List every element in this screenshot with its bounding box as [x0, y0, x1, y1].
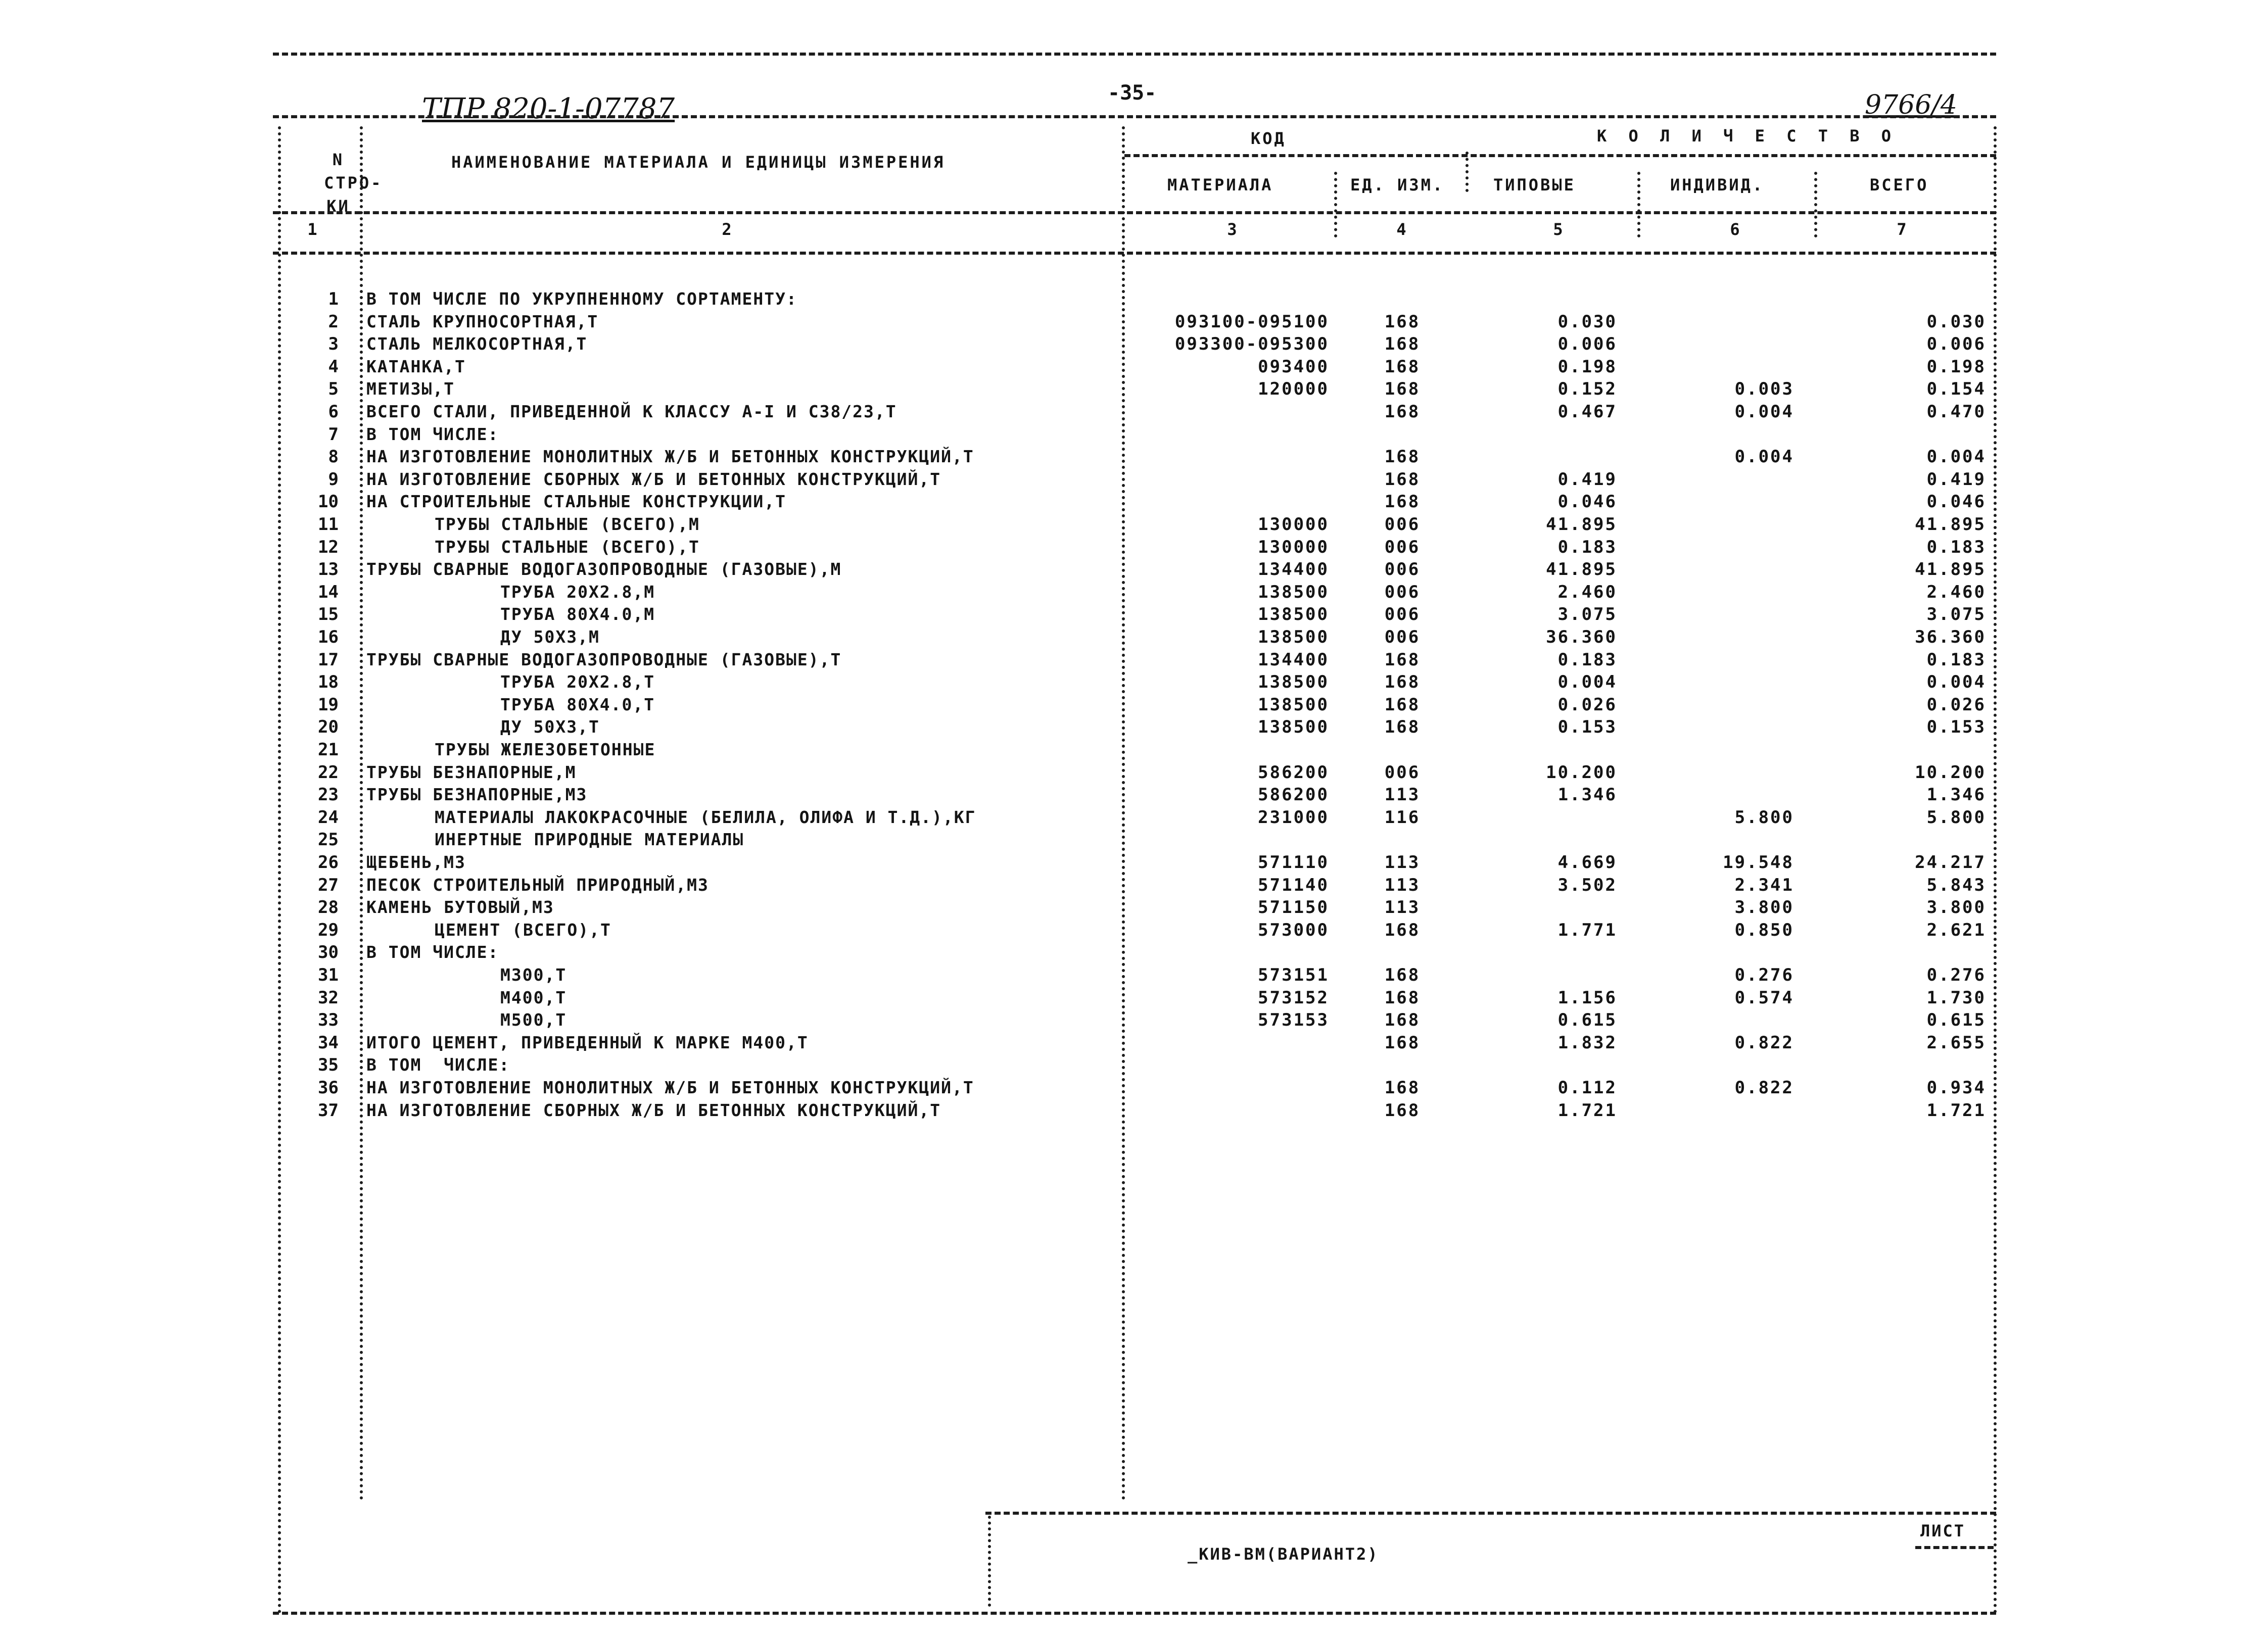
row-typical: 0.046: [1557, 492, 1617, 512]
col-num-3: 3: [1227, 220, 1239, 239]
row-code: 571110: [1258, 852, 1329, 873]
row-unit: 168: [1384, 447, 1421, 467]
row-unit: 168: [1384, 1033, 1421, 1053]
row-name: НА СТРОИТЕЛЬНЫЕ СТАЛЬНЫЕ КОНСТРУКЦИИ,Т: [366, 492, 786, 511]
row-unit: 168: [1384, 920, 1421, 940]
row-typical: 1.721: [1557, 1100, 1617, 1121]
row-name: МЕТИЗЫ,Т: [366, 379, 455, 399]
row-typical: 0.006: [1557, 334, 1617, 354]
divider-unit-typ: [1466, 152, 1469, 192]
row-unit: 006: [1384, 627, 1421, 647]
row-number: 16: [318, 627, 339, 647]
row-unit: 113: [1384, 875, 1421, 895]
row-number: 7: [328, 424, 339, 445]
row-typical: 0.198: [1557, 357, 1617, 377]
header-row-no-line3: КИ: [326, 197, 350, 216]
row-individual: 5.800: [1734, 807, 1794, 828]
row-typical: 0.153: [1557, 717, 1617, 737]
row-individual: 0.822: [1734, 1078, 1794, 1098]
row-code: 093400: [1258, 357, 1329, 377]
row-total: 1.730: [1926, 988, 1986, 1008]
row-unit: 113: [1384, 897, 1421, 918]
row-number: 18: [318, 672, 339, 692]
row-typical: 3.075: [1557, 604, 1617, 624]
row-total: 2.460: [1926, 582, 1986, 602]
header-quantity: К О Л И Ч Е С Т В О: [1597, 126, 1898, 146]
row-name: ТРУБЫ СВАРНЫЕ ВОДОГАЗОПРОВОДНЫЕ (ГАЗОВЫЕ),Т: [366, 650, 842, 669]
row-typical: 3.502: [1557, 875, 1617, 895]
row-total: 1.721: [1926, 1100, 1986, 1121]
row-typical: 2.460: [1557, 582, 1617, 602]
row-typical: 1.346: [1557, 785, 1617, 805]
row-typical: 1.156: [1557, 988, 1617, 1008]
footer-top-border: [985, 1512, 1996, 1515]
row-name: НА ИЗГОТОВЛЕНИЕ СБОРНЫХ Ж/Б И БЕТОННЫХ КОНСТРУКЦИЙ,Т: [366, 1100, 941, 1120]
row-unit: 168: [1384, 492, 1421, 512]
row-individual: 19.548: [1723, 852, 1794, 873]
row-name: М400,Т: [500, 988, 567, 1007]
row-typical: 0.183: [1557, 650, 1617, 670]
row-code: 573151: [1258, 965, 1329, 985]
top-border-line: [273, 53, 1996, 56]
row-name: В ТОМ ЧИСЛЕ:: [366, 942, 499, 962]
row-individual: 0.850: [1734, 920, 1794, 940]
row-individual: 0.004: [1734, 447, 1794, 467]
row-total: 0.004: [1926, 672, 1986, 692]
row-total: 0.153: [1926, 717, 1986, 737]
row-unit: 168: [1384, 312, 1421, 332]
row-unit: 168: [1384, 334, 1421, 354]
row-name: ТРУБЫ СТАЛЬНЫЕ (ВСЕГО),М: [435, 514, 700, 534]
row-number: 8: [328, 447, 339, 467]
row-typical: 0.030: [1557, 312, 1617, 332]
row-name: ТРУБЫ БЕЗНАПОРНЫЕ,М: [366, 762, 577, 782]
row-number: 31: [318, 965, 339, 985]
row-typical: 0.183: [1557, 537, 1617, 557]
row-total: 0.183: [1926, 537, 1986, 557]
row-total: 3.075: [1926, 604, 1986, 624]
row-unit: 006: [1384, 559, 1421, 580]
row-code: 573000: [1258, 920, 1329, 940]
row-number: 10: [318, 492, 339, 512]
row-unit: 168: [1384, 695, 1421, 715]
header-row-no-line2: СТРО-: [324, 173, 383, 192]
row-total: 41.895: [1915, 559, 1986, 580]
row-typical: 4.669: [1557, 852, 1617, 873]
row-name: НА ИЗГОТОВЛЕНИЕ МОНОЛИТНЫХ Ж/Б И БЕТОННЫХ КОНСТРУКЦИЙ,Т: [366, 1078, 974, 1097]
row-number: 3: [328, 334, 339, 354]
row-number: 21: [318, 740, 339, 760]
row-number: 4: [328, 357, 339, 377]
row-number: 26: [318, 852, 339, 873]
row-code: 093300-095300: [1174, 334, 1329, 354]
row-unit: 168: [1384, 1100, 1421, 1121]
row-total: 0.470: [1926, 402, 1986, 422]
divider-num-name: [360, 126, 363, 1501]
row-unit: 006: [1384, 537, 1421, 557]
row-total: 2.655: [1926, 1033, 1986, 1053]
header-individual: ИНДИВИД.: [1670, 175, 1765, 195]
row-code: 573152: [1258, 988, 1329, 1008]
row-code: 120000: [1258, 379, 1329, 399]
row-number: 25: [318, 830, 339, 850]
row-total: 36.360: [1915, 627, 1986, 647]
row-unit: 168: [1384, 988, 1421, 1008]
row-unit: 168: [1384, 672, 1421, 692]
row-name: ТРУБЫ СТАЛЬНЫЕ (ВСЕГО),Т: [435, 537, 700, 557]
row-code: 586200: [1258, 762, 1329, 783]
row-number: 14: [318, 582, 339, 602]
row-total: 0.006: [1926, 334, 1986, 354]
left-border: [278, 126, 281, 1614]
row-typical: 36.360: [1546, 627, 1617, 647]
row-code: 130000: [1258, 537, 1329, 557]
row-typical: 0.004: [1557, 672, 1617, 692]
row-total: 0.276: [1926, 965, 1986, 985]
row-total: 10.200: [1915, 762, 1986, 783]
row-number: 13: [318, 559, 339, 580]
row-total: 2.621: [1926, 920, 1986, 940]
row-number: 20: [318, 717, 339, 737]
row-name: КАТАНКА,Т: [366, 357, 466, 376]
row-code: 134400: [1258, 650, 1329, 670]
row-name: ТРУБА 20Х2.8,Т: [500, 672, 655, 692]
row-number: 17: [318, 650, 339, 670]
row-total: 1.346: [1926, 785, 1986, 805]
row-name: СТАЛЬ МЕЛКОСОРТНАЯ,Т: [366, 334, 588, 354]
divider-code-unit: [1334, 172, 1337, 237]
row-number: 23: [318, 785, 339, 805]
row-number: 36: [318, 1078, 339, 1098]
row-unit: 006: [1384, 582, 1421, 602]
row-name: ЩЕБЕНЬ,М3: [366, 852, 466, 872]
row-name: ТРУБА 80Х4.0,Т: [500, 695, 655, 714]
row-number: 19: [318, 695, 339, 715]
row-total: 24.217: [1915, 852, 1986, 873]
row-total: 0.026: [1926, 695, 1986, 715]
row-code: 138500: [1258, 582, 1329, 602]
row-unit: 168: [1384, 717, 1421, 737]
row-number: 15: [318, 604, 339, 624]
header-unit: ЕД. ИЗМ.: [1350, 175, 1445, 195]
row-number: 29: [318, 920, 339, 940]
row-number: 27: [318, 875, 339, 895]
row-unit: 116: [1384, 807, 1421, 828]
bottom-border: [273, 1612, 1996, 1615]
row-number: 6: [328, 402, 339, 422]
row-unit: 168: [1384, 379, 1421, 399]
row-name: СТАЛЬ КРУПНОСОРТНАЯ,Т: [366, 312, 599, 331]
row-code: 138500: [1258, 672, 1329, 692]
row-name: ИНЕРТНЫЕ ПРИРОДНЫЕ МАТЕРИАЛЫ: [435, 830, 744, 849]
header-code-bottom: МАТЕРИАЛА: [1167, 175, 1273, 195]
row-total: 0.419: [1926, 469, 1986, 490]
header-typical: ТИПОВЫЕ: [1493, 175, 1576, 195]
row-name: М500,Т: [500, 1010, 567, 1030]
divider-ind-total: [1814, 172, 1817, 237]
row-number: 30: [318, 942, 339, 962]
row-code: 134400: [1258, 559, 1329, 580]
row-code: 093100-095100: [1174, 312, 1329, 332]
row-total: 3.800: [1926, 897, 1986, 918]
row-name: ИТОГО ЦЕМЕНТ, ПРИВЕДЕННЫЙ К МАРКЕ М400,Т: [366, 1033, 809, 1052]
row-total: 0.046: [1926, 492, 1986, 512]
row-individual: 0.276: [1734, 965, 1794, 985]
row-individual: 3.800: [1734, 897, 1794, 918]
row-number: 28: [318, 897, 339, 918]
row-name: В ТОМ ЧИСЛЕ:: [366, 424, 499, 444]
header-name: НАИМЕНОВАНИЕ МАТЕРИАЛА И ЕДИНИЦЫ ИЗМЕРЕНИЯ: [451, 153, 946, 172]
col-num-7: 7: [1897, 220, 1909, 239]
divider-typ-ind: [1637, 172, 1640, 237]
row-code: 571140: [1258, 875, 1329, 895]
row-number: 5: [328, 379, 339, 399]
row-code: 130000: [1258, 514, 1329, 535]
row-unit: 006: [1384, 514, 1421, 535]
row-unit: 168: [1384, 357, 1421, 377]
row-number: 1: [328, 289, 339, 309]
row-individual: 0.004: [1734, 402, 1794, 422]
row-total: 41.895: [1915, 514, 1986, 535]
row-number: 9: [328, 469, 339, 490]
row-name: ТРУБЫ ЖЕЛЕЗОБЕТОННЫЕ: [435, 740, 656, 759]
header-code-top: КОД: [1251, 129, 1286, 148]
row-unit: 006: [1384, 762, 1421, 783]
sheet-reference: 9766/4: [1865, 90, 1957, 120]
col-num-6: 6: [1730, 220, 1742, 239]
row-total: 0.934: [1926, 1078, 1986, 1098]
row-unit: 113: [1384, 785, 1421, 805]
row-typical: 0.419: [1557, 469, 1617, 490]
header-subdivider: [1124, 154, 1996, 157]
row-name: ДУ 50Х3,М: [500, 627, 600, 647]
row-name: ТРУБА 20Х2.8,М: [500, 582, 655, 602]
row-unit: 113: [1384, 852, 1421, 873]
row-total: 5.843: [1926, 875, 1986, 895]
row-name: МАТЕРИАЛЫ ЛАКОКРАСОЧНЫЕ (БЕЛИЛА, ОЛИФА И Т.Д.),КГ: [435, 807, 976, 827]
row-individual: 2.341: [1734, 875, 1794, 895]
row-code: 571150: [1258, 897, 1329, 918]
row-code: 138500: [1258, 695, 1329, 715]
row-typical: 0.467: [1557, 402, 1617, 422]
col-num-4: 4: [1396, 220, 1408, 239]
row-number: 2: [328, 312, 339, 332]
row-unit: 168: [1384, 965, 1421, 985]
row-name: ДУ 50Х3,Т: [500, 717, 600, 737]
row-total: 0.183: [1926, 650, 1986, 670]
row-name: ТРУБЫ СВАРНЫЕ ВОДОГАЗОПРОВОДНЫЕ (ГАЗОВЫЕ),М: [366, 559, 842, 579]
row-code: 586200: [1258, 785, 1329, 805]
row-number: 11: [318, 514, 339, 535]
row-number: 22: [318, 762, 339, 783]
row-name: КАМЕНЬ БУТОВЫЙ,М3: [366, 897, 554, 917]
row-unit: 168: [1384, 1078, 1421, 1098]
row-individual: 0.574: [1734, 988, 1794, 1008]
row-typical: 1.832: [1557, 1033, 1617, 1053]
row-number: 24: [318, 807, 339, 828]
row-typical: 41.895: [1546, 559, 1617, 580]
row-name: ВСЕГО СТАЛИ, ПРИВЕДЕННОЙ К КЛАССУ А-I И С38/23,Т: [366, 402, 897, 421]
row-name: НА ИЗГОТОВЛЕНИЕ МОНОЛИТНЫХ Ж/Б И БЕТОННЫХ КОНСТРУКЦИЙ,Т: [366, 447, 974, 466]
row-unit: 168: [1384, 1010, 1421, 1030]
row-name: ПЕСОК СТРОИТЕЛЬНЫЙ ПРИРОДНЫЙ,М3: [366, 875, 709, 895]
row-number: 12: [318, 537, 339, 557]
row-code: 573153: [1258, 1010, 1329, 1030]
row-individual: 0.003: [1734, 379, 1794, 399]
row-typical: 41.895: [1546, 514, 1617, 535]
table-top-border: [273, 115, 1996, 118]
row-typical: 0.112: [1557, 1078, 1617, 1098]
colnum-bottom-border: [273, 252, 1996, 255]
row-total: 0.615: [1926, 1010, 1986, 1030]
row-number: 32: [318, 988, 339, 1008]
row-total: 0.198: [1926, 357, 1986, 377]
row-unit: 168: [1384, 402, 1421, 422]
header-bottom-border: [273, 211, 1996, 214]
row-code: 138500: [1258, 717, 1329, 737]
row-number: 35: [318, 1055, 339, 1075]
row-name: ТРУБА 80Х4.0,М: [500, 604, 655, 624]
col-num-2: 2: [722, 220, 734, 239]
row-number: 33: [318, 1010, 339, 1030]
row-name: ТРУБЫ БЕЗНАПОРНЫЕ,М3: [366, 785, 588, 804]
col-num-1: 1: [307, 220, 319, 239]
page-number: -35-: [1108, 81, 1157, 105]
row-number: 34: [318, 1033, 339, 1053]
header-row-no-line1: N: [332, 150, 345, 169]
row-typical: 0.026: [1557, 695, 1617, 715]
row-name: В ТОМ ЧИСЛЕ ПО УКРУПНЕННОМУ СОРТАМЕНТУ:: [366, 289, 797, 309]
col-num-5: 5: [1553, 220, 1565, 239]
right-border: [1994, 126, 1997, 1614]
row-unit: 168: [1384, 469, 1421, 490]
row-number: 37: [318, 1100, 339, 1121]
row-code: 138500: [1258, 604, 1329, 624]
divider-name-code: [1122, 126, 1125, 1501]
row-individual: 0.822: [1734, 1033, 1794, 1053]
row-typical: 0.615: [1557, 1010, 1617, 1030]
row-total: 0.004: [1926, 447, 1986, 467]
row-typical: 10.200: [1546, 762, 1617, 783]
footer-left-border: [988, 1516, 991, 1607]
row-total: 0.030: [1926, 312, 1986, 332]
row-total: 0.154: [1926, 379, 1986, 399]
row-unit: 168: [1384, 650, 1421, 670]
row-name: НА ИЗГОТОВЛЕНИЕ СБОРНЫХ Ж/Б И БЕТОННЫХ КОНСТРУКЦИЙ,Т: [366, 469, 941, 489]
row-typical: 1.771: [1557, 920, 1617, 940]
row-code: 138500: [1258, 627, 1329, 647]
footer-sheet-label: ЛИСТ: [1920, 1521, 1966, 1540]
row-name: ЦЕМЕНТ (ВСЕГО),Т: [435, 920, 611, 940]
header-total: ВСЕГО: [1870, 175, 1929, 195]
row-total: 5.800: [1926, 807, 1986, 828]
row-name: М300,Т: [500, 965, 567, 985]
row-name: В ТОМ ЧИСЛЕ:: [366, 1055, 510, 1075]
footer-sheet-divider: [1915, 1546, 1994, 1549]
footer-label: _КИВ-ВМ(ВАРИАНТ2): [1188, 1545, 1379, 1564]
row-code: 231000: [1258, 807, 1329, 828]
row-typical: 0.152: [1557, 379, 1617, 399]
row-unit: 006: [1384, 604, 1421, 624]
document-code: ТПР 820-1-07787: [422, 92, 675, 125]
